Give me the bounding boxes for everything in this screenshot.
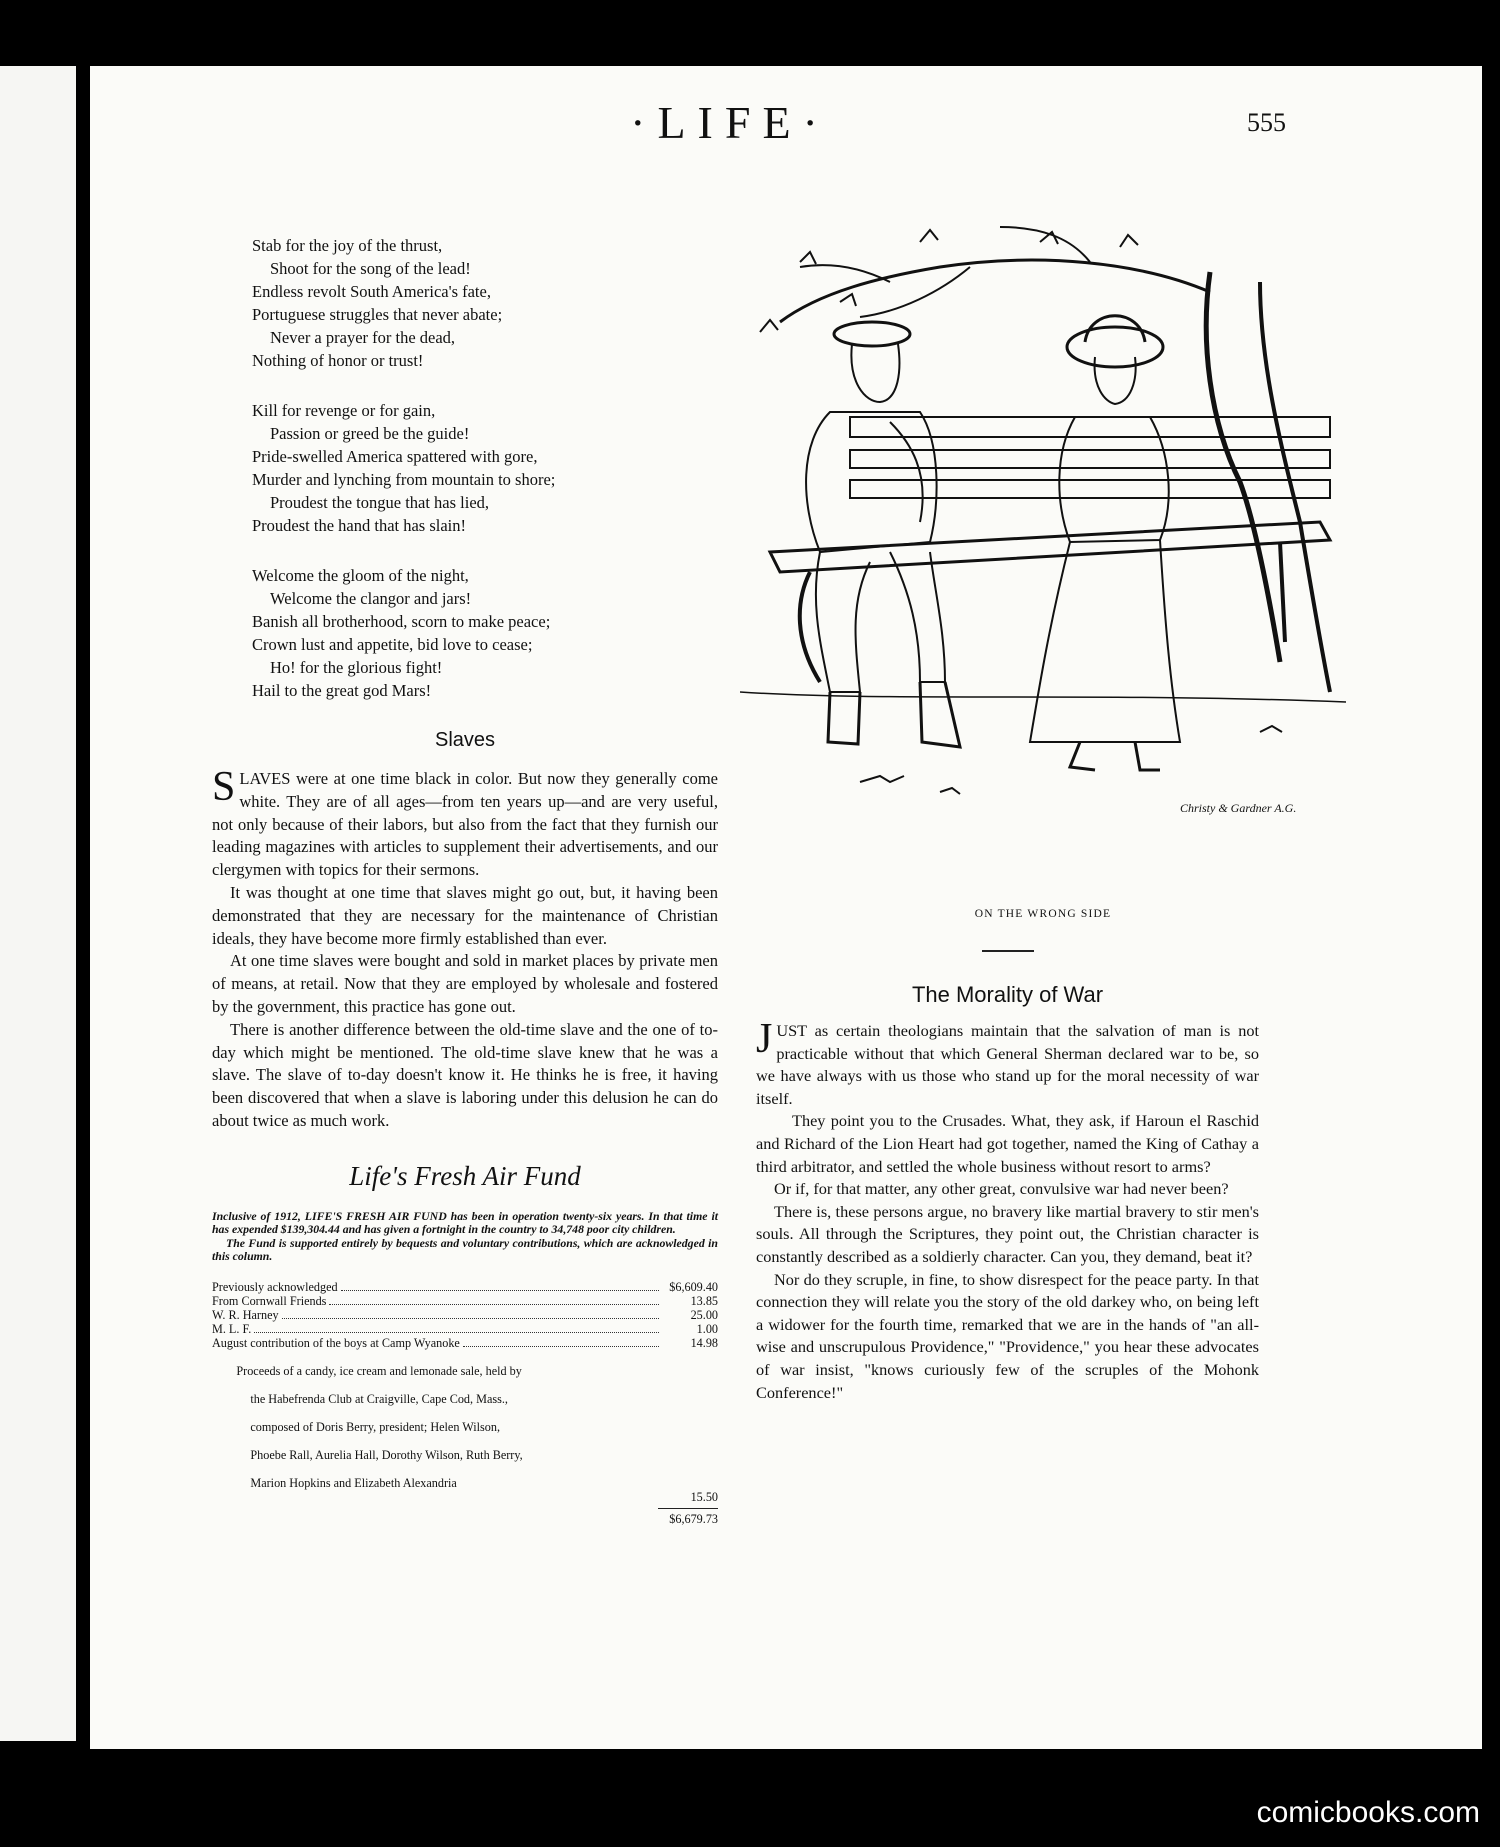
facing-page-edge bbox=[0, 66, 76, 1741]
poem-line: Crown lust and appetite, bid love to cease; bbox=[252, 635, 533, 654]
poem-line: Never a prayer for the dead, bbox=[270, 328, 456, 347]
woman-hat bbox=[1067, 327, 1163, 367]
bench-seat bbox=[770, 522, 1330, 572]
fund-intro-1: Inclusive of 1912, LIFE'S FRESH AIR FUND has been in operation twenty-six years. In that time it has expended $139,304.44 and has given a fortnight in the country to 34,748 poor city children. bbox=[212, 1208, 718, 1237]
tree-branch bbox=[860, 267, 970, 317]
soldier-legs bbox=[816, 552, 870, 692]
leader-dots bbox=[341, 1290, 659, 1291]
tree-branch bbox=[780, 260, 1210, 322]
ledger-row bbox=[212, 1308, 718, 1322]
tree-trunk-edge bbox=[1260, 282, 1330, 692]
leader-dots bbox=[463, 1346, 659, 1347]
poem-line: Welcome the gloom of the night, bbox=[252, 566, 469, 585]
poem-stanza bbox=[252, 234, 718, 372]
ledger-label: Previously acknowledged bbox=[212, 1279, 338, 1294]
ledger-row bbox=[212, 1322, 718, 1336]
slaves-dropcap: S bbox=[212, 764, 236, 810]
ledger-amount: 1.00 bbox=[696, 1321, 718, 1336]
bench-backrest bbox=[850, 417, 1330, 437]
fund-intro bbox=[212, 1210, 718, 1264]
slaves-title: Slaves bbox=[434, 729, 496, 751]
slaves-body bbox=[212, 764, 718, 1133]
poem-line: Ho! for the glorious fight! bbox=[270, 658, 443, 677]
morality-title: The Morality of War bbox=[911, 982, 1104, 1007]
morality-paragraph-4: There is, these persons argue, no bravery like martial bravery to stir men's souls. All through the Scriptures, they point out, the Christian character is constantly described as a soldierly character. Can you, they demand, beat it? bbox=[756, 1201, 1259, 1266]
poem-stanza bbox=[252, 564, 718, 702]
fund-title: Life's Fresh Air Fund bbox=[349, 1160, 581, 1191]
fund-intro-2: The Fund is supported entirely by bequests and voluntary contributions, which are acknowledged in this column. bbox=[212, 1235, 718, 1264]
left-column bbox=[212, 234, 718, 1526]
morality-paragraph-1 bbox=[756, 1016, 1259, 1110]
soldier-legs bbox=[890, 552, 945, 682]
ledger-amount: $6,609.40 bbox=[669, 1279, 718, 1294]
cartoon-caption: ON THE WRONG SIDE bbox=[974, 908, 1112, 920]
ledger-proceeds-line: Marion Hopkins and Elizabeth Alexandria bbox=[250, 1475, 457, 1490]
leader-dots bbox=[282, 1318, 659, 1319]
ledger-amount: 25.00 bbox=[690, 1307, 718, 1322]
poem-line: Kill for revenge or for gain, bbox=[252, 401, 436, 420]
section-rule bbox=[982, 950, 1034, 952]
soldier-torso bbox=[806, 412, 937, 552]
leader-dots bbox=[254, 1332, 659, 1333]
ledger-amount: 13.85 bbox=[690, 1293, 718, 1308]
woman-skirt bbox=[1030, 540, 1180, 742]
poem-line: Proudest the hand that has slain! bbox=[252, 516, 467, 535]
woman-shoes bbox=[1070, 742, 1160, 770]
fund-ledger bbox=[212, 1280, 718, 1526]
poem-line: Murder and lynching from mountain to shore; bbox=[252, 470, 556, 489]
ledger-proceeds-line: Phoebe Rall, Aurelia Hall, Dorothy Wilson, Ruth Berry, bbox=[250, 1447, 523, 1462]
ledger-proceeds-line: composed of Doris Berry, president; Helen Wilson, bbox=[250, 1419, 501, 1434]
slaves-paragraph-2: It was thought at one time that slaves might go out, but, it having been demonstrated that they are necessary for the maintenance of Christian ideals, they have become more firmly established than ever. bbox=[212, 882, 718, 948]
ledger-proceeds-amount: 15.50 bbox=[690, 1489, 718, 1504]
site-watermark: comicbooks.com bbox=[1256, 1796, 1480, 1829]
morality-dropcap: J bbox=[756, 1016, 773, 1062]
ledger-row-proceeds bbox=[212, 1350, 718, 1504]
bench-leg bbox=[1280, 542, 1285, 642]
slaves-paragraph-1-text: LAVES were at one time black in color. But now they generally come white. They are of all ages—from ten years up—and are very useful, not only because of their labors, but also from the fact that they furnish our leading magazines with articles to supplement their advertisements, and our clergymen with topics for their sermons. bbox=[212, 769, 718, 880]
ledger-row bbox=[212, 1294, 718, 1308]
right-column bbox=[756, 982, 1259, 1404]
poem bbox=[252, 234, 718, 702]
poem-line: Passion or greed be the guide! bbox=[270, 424, 470, 443]
slaves-paragraph-1 bbox=[212, 764, 718, 882]
total-rule bbox=[658, 1508, 718, 1509]
bench-backrest bbox=[850, 450, 1330, 468]
morality-paragraph-3: Or if, for that matter, any other great, convulsive war had never been? bbox=[774, 1179, 1229, 1199]
ledger-proceeds-line: the Habefrenda Club at Craigville, Cape Cod, Mass., bbox=[250, 1391, 508, 1406]
poem-line: Endless revolt South America's fate, bbox=[252, 282, 491, 301]
ledger-total: $6,679.73 bbox=[669, 1511, 718, 1526]
morality-body bbox=[756, 1016, 1259, 1404]
ledger-row bbox=[212, 1280, 718, 1294]
morality-paragraph-5: Nor do they scruple, in fine, to show disrespect for the peace party. In that connection they will relate you the story of the old darkey who, on being left a widower for the fourth time, remarked that we are in the hands of "an all-wise and unscrupulous Providence," "Providence," you hear these advocates of war insist, "knows curiously few of the scruples of the Mohonk Conference!" bbox=[756, 1269, 1259, 1402]
page-number: 555 bbox=[1247, 108, 1286, 137]
morality-paragraph-1-text: UST as certain theologians maintain that the salvation of man is not practicable without that which General Sherman declared war to be, so we have always with us those who stand up for the moral necessity of war itself. bbox=[756, 1021, 1259, 1108]
ledger-amount: 14.98 bbox=[690, 1335, 718, 1350]
woman-head bbox=[1095, 357, 1136, 404]
leader-dots bbox=[329, 1304, 659, 1305]
tree-branch bbox=[1000, 227, 1090, 262]
poem-line: Hail to the great god Mars! bbox=[252, 681, 432, 700]
ledger-row bbox=[212, 1336, 718, 1350]
ledger-label: From Cornwall Friends bbox=[212, 1293, 327, 1308]
slaves-paragraph-4: There is another difference between the old-time slave and the one of to-day which might be mentioned. The old-time slave knew that he was a slave. The slave of to-day doesn't know it. He thinks he is free, it having been discovered that when a slave is laboring under this delusion he can do about twice as much work. bbox=[212, 1019, 718, 1130]
ledger-label: August contribution of the boys at Camp Wyanoke bbox=[212, 1335, 460, 1350]
ledger-label: M. L. F. bbox=[212, 1321, 252, 1336]
poem-line: Nothing of honor or trust! bbox=[252, 351, 424, 370]
poem-line: Welcome the clangor and jars! bbox=[270, 589, 472, 608]
poem-line: Shoot for the song of the lead! bbox=[270, 259, 471, 278]
poem-line: Stab for the joy of the thrust, bbox=[252, 236, 443, 255]
cartoon-illustration bbox=[740, 222, 1346, 882]
masthead: ·LIFE· bbox=[630, 97, 830, 148]
poem-line: Pride-swelled America spattered with gore, bbox=[252, 447, 538, 466]
poem-line: Banish all brotherhood, scorn to make peace; bbox=[252, 612, 551, 631]
cartoon-signature: Christy & Gardner A.G. bbox=[1180, 801, 1297, 815]
morality-paragraph-2: They point you to the Crusades. What, they ask, if Haroun el Raschid and Richard of the Lion Heart had got together, named the King of Cathay a third arbitrator, and settled the whole business without resort to arms? bbox=[756, 1111, 1259, 1176]
poem-line: Proudest the tongue that has lied, bbox=[270, 493, 490, 512]
slaves-paragraph-3: At one time slaves were bought and sold in market places by private men of means, at retail. Now that they are employed by wholesale and fostered by the government, this practice has gone out. bbox=[212, 951, 718, 1016]
ledger-proceeds-label bbox=[212, 1350, 662, 1504]
ledger-label: W. R. Harney bbox=[212, 1307, 279, 1322]
soldier-cap bbox=[834, 322, 910, 346]
poem-stanza bbox=[252, 399, 718, 537]
soldier-head bbox=[851, 344, 899, 402]
foliage bbox=[760, 230, 1138, 332]
poem-line: Portuguese struggles that never abate; bbox=[252, 305, 503, 324]
ledger-proceeds-line: Proceeds of a candy, ice cream and lemonade sale, held by bbox=[236, 1363, 522, 1378]
